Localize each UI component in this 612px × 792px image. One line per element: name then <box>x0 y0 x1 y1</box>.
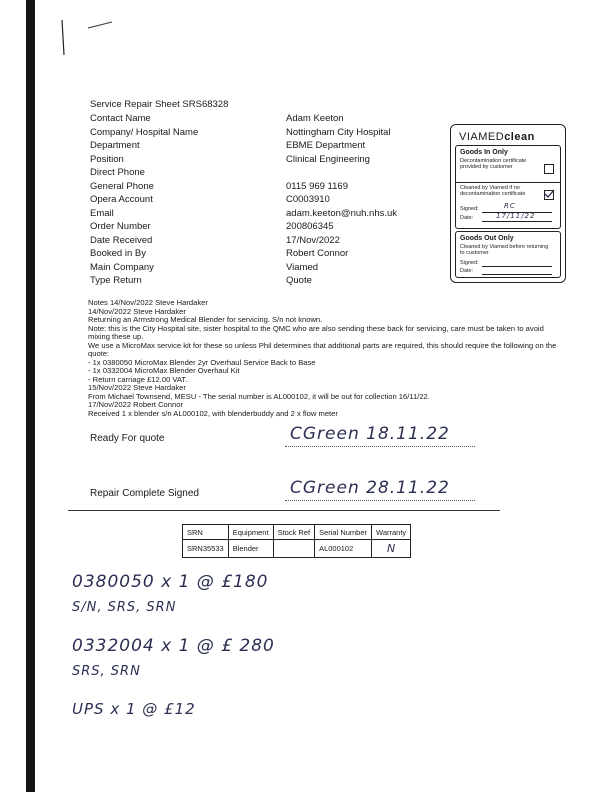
goods-in-box <box>455 145 561 229</box>
note-line: 15/Nov/2022 Steve Hardaker <box>88 383 186 392</box>
field-label: Order Number <box>90 221 151 232</box>
date-out-label: Date: <box>460 268 474 274</box>
goods-in-text: Decontamination certificate provided by customer <box>460 158 527 171</box>
field-row <box>90 235 430 248</box>
table-cell: N <box>372 540 411 558</box>
signed-label: Signed: <box>460 206 479 212</box>
note-line: 14/Nov/2022 Steve Hardaker <box>88 306 186 316</box>
note-line: Received 1 x blender s/n AL000102, with blenderbuddy and 2 x flow meter <box>88 408 338 418</box>
field-row <box>90 194 430 207</box>
srn-table-header <box>183 525 411 540</box>
goods-in-title: Goods In Only <box>460 149 508 156</box>
date-label: Date: <box>460 215 474 221</box>
table-header-cell: SRN <box>183 525 229 540</box>
field-row <box>90 208 430 221</box>
field-label: Email <box>90 207 114 219</box>
ready-sig-line <box>285 446 475 447</box>
field-row <box>90 181 430 194</box>
table-cell <box>273 540 315 558</box>
handwritten-line-1b: S/N, SRS, SRN <box>72 600 177 615</box>
viamed-clean-stamp <box>450 124 566 283</box>
stamp-brand: VIAMEDclean <box>459 131 535 143</box>
field-value: 0115 969 1169 <box>286 180 348 192</box>
field-value: C0003910 <box>286 194 330 205</box>
field-label: Contact Name <box>90 113 151 124</box>
field-label: Company/ Hospital Name <box>90 126 199 138</box>
field-value: EBME Department <box>286 140 366 151</box>
table-header-cell: Warranty <box>372 525 411 540</box>
binder-strip <box>26 0 35 792</box>
handwritten-line-2: 0332004 x 1 @ £ 280 <box>72 636 275 656</box>
table-header-cell: Equipment <box>228 525 273 540</box>
field-row <box>90 221 430 234</box>
goods-out-text: Cleaned by Viamed before returning to customer <box>460 244 549 257</box>
date-value: 17/11/22 <box>496 212 536 220</box>
handwritten-line-1: 0380050 x 1 @ £180 <box>72 572 269 592</box>
handwritten-line-3: UPS x 1 @ £12 <box>72 700 196 718</box>
note-line: Returning an Armstrong Medical Blender for servicing. S/n not known. <box>88 315 323 324</box>
complete-signature: CGreen 28.11.22 <box>290 478 450 498</box>
field-value: adam.keeton@nuh.nhs.uk <box>286 207 398 219</box>
field-value: Clinical Engineering <box>286 153 370 165</box>
notes-block <box>88 299 558 418</box>
cert-checkbox <box>544 164 554 174</box>
field-row <box>90 248 430 261</box>
field-label: Date Received <box>90 234 153 246</box>
goods-out-box <box>455 231 561 278</box>
field-label: Department <box>90 140 140 151</box>
srn-table <box>182 524 411 558</box>
table-row <box>183 540 411 558</box>
table-header-cell: Serial Number <box>315 525 372 540</box>
field-value: Nottingham City Hospital <box>286 126 391 138</box>
field-value: Viamed <box>286 261 319 273</box>
note-line: Notes 14/Nov/2022 Steve Hardaker <box>88 298 208 307</box>
note-line: Note: this is the City Hospital site, sister hospital to the QMC who are also sending these back for servicing, care must be taken to avoid mixing these up. <box>88 323 544 341</box>
field-label: Booked in By <box>90 248 146 259</box>
field-label: Direct Phone <box>90 167 145 178</box>
table-cell: Blender <box>228 540 273 558</box>
sheet-title: Service Repair Sheet SRS68328 <box>90 99 229 110</box>
signed-out-label: Signed: <box>460 260 479 266</box>
field-label: General Phone <box>90 180 154 192</box>
ready-signature: CGreen 18.11.22 <box>290 424 450 444</box>
divider <box>68 510 500 511</box>
field-label: Main Company <box>90 261 154 273</box>
field-row <box>90 140 430 153</box>
goods-out-title: Goods Out Only <box>460 235 514 242</box>
field-label: Position <box>90 153 124 165</box>
field-value: Adam Keeton <box>286 113 344 124</box>
note-line: - 1x 0332004 MicroMax Blender Overhaul Kit <box>88 366 240 375</box>
field-row <box>90 113 430 126</box>
table-cell: SRN35533 <box>183 540 229 558</box>
field-row <box>90 154 430 167</box>
note-line: From Michael Townsend, MESU - The serial number is AL000102, it will be out for collection 16/11/22. <box>88 391 430 401</box>
field-value: 200806345 <box>286 221 334 232</box>
field-label: Opera Account <box>90 194 153 205</box>
field-row <box>90 127 430 140</box>
repair-complete-label: Repair Complete Signed <box>90 488 199 499</box>
field-row <box>90 167 430 180</box>
cleaned-text: Cleaned by Viamed if no decontamination certificate <box>460 185 526 198</box>
complete-sig-line <box>285 500 475 501</box>
field-value: 17/Nov/2022 <box>286 234 340 246</box>
note-line: We use a MicroMax service kit for these so unless Phil determines that additional parts are required, this should require the following on the quote: <box>88 340 557 358</box>
handwritten-line-2b: SRS, SRN <box>72 664 141 679</box>
field-row <box>90 275 430 288</box>
field-label: Type Return <box>90 275 142 286</box>
note-line: - 1x 0380050 MicroMax Blender 2yr Overhaul Service Back to Base <box>88 357 316 367</box>
field-value: Quote <box>286 275 312 286</box>
note-line: - Return carriage £12.00 VAT. <box>88 374 188 384</box>
ready-for-quote-label: Ready For quote <box>90 433 165 444</box>
note-line: 17/Nov/2022 Robert Connor <box>88 400 183 409</box>
field-row <box>90 262 430 275</box>
table-header-cell: Stock Ref <box>273 525 315 540</box>
table-cell: AL000102 <box>315 540 372 558</box>
field-value: Robert Connor <box>286 248 349 259</box>
signed-value: RC <box>504 202 516 210</box>
check-icon <box>544 189 555 199</box>
